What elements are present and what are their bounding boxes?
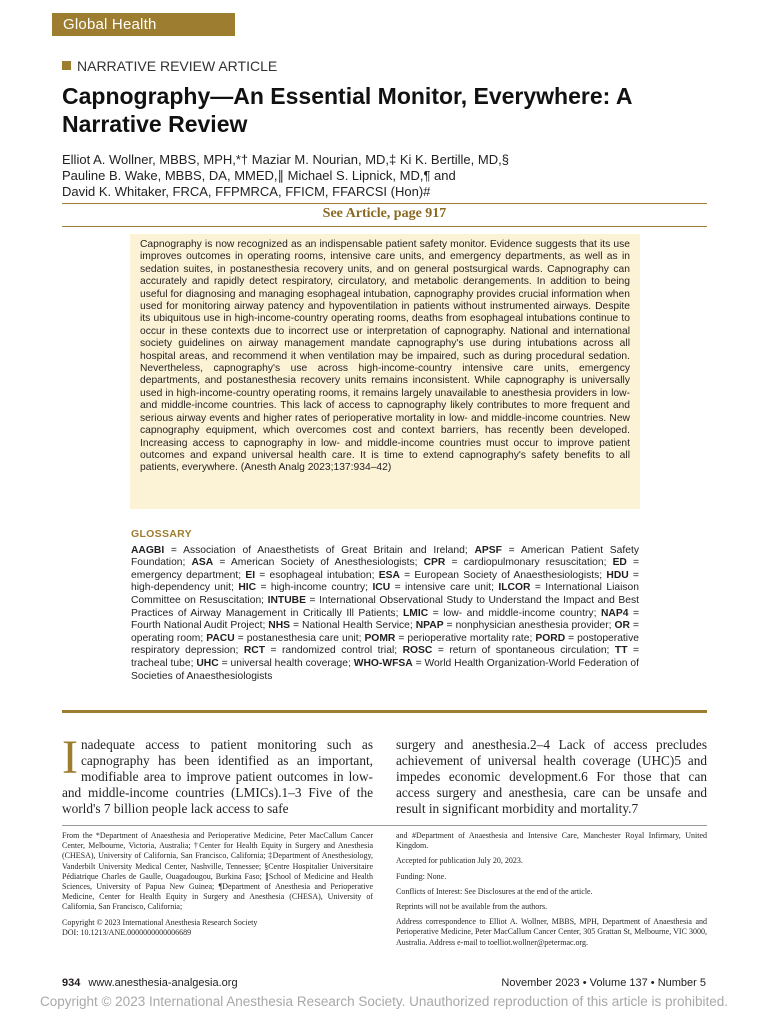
accepted-date: Accepted for publication July 20, 2023. (396, 856, 523, 866)
glossary-entry: ICU = intensive care unit; (372, 582, 494, 594)
issue-info: November 2023 • Volume 137 • Number 5 (501, 977, 706, 989)
glossary-definition: perioperative mortality rate; (407, 632, 533, 644)
glossary-definition: low- and middle-income country; (443, 607, 597, 619)
glossary-definition: nonphysician anesthesia provider; (455, 620, 612, 632)
glossary-abbr: RCT (243, 645, 266, 657)
glossary-abbr: OR (614, 620, 630, 632)
glossary-abbr: ILCOR (498, 582, 531, 594)
footnote-column-left (62, 831, 373, 943)
glossary-abbr: POMR (364, 632, 396, 644)
body-column-left (62, 731, 373, 817)
glossary-entry: WHO-WFSA = World Health Organization-World Federation of Societies of Anaesthesiologists (131, 657, 639, 682)
glossary-definition: postanesthesia care unit; (246, 632, 362, 644)
glossary-definition: esophageal intubation; (269, 569, 375, 581)
glossary-abbr: EI (245, 569, 256, 581)
glossary-abbr: AAGBI (131, 544, 165, 556)
glossary-abbr: INTUBE (267, 594, 306, 606)
glossary-definition: American Society of Anesthesiologists; (230, 557, 418, 569)
glossary-abbr: APSF (474, 544, 502, 556)
glossary-definition: emergency department; (131, 569, 242, 581)
glossary-definition: return of spontaneous circulation; (449, 645, 610, 657)
affiliation-continued: and #Department of Anaesthesia and Intensive Care, Manchester Royal Infirmary, United Kingdom. (396, 831, 707, 851)
glossary-definition: International Liaison Committee on Resuscitation; (131, 582, 639, 606)
glossary-definition: International Observational Study to Understand the Impact and Best Practices of Airway Management in Critically Ill Patients; (131, 594, 639, 619)
glossary-abbr: PACU (206, 632, 235, 644)
glossary-abbr: LMIC (402, 607, 429, 619)
glossary-definition: Fourth National Audit Project; (131, 620, 266, 632)
glossary-definition: intensive care unit; (405, 582, 494, 594)
glossary-entry: CPR = cardiopulmonary resuscitation; (423, 557, 607, 569)
glossary-entry: NAP4 = Fourth National Audit Project; (131, 607, 639, 632)
glossary-entry: AAGBI = Association of Anaesthetists of Great Britain and Ireland; (131, 544, 468, 556)
affiliations: From the *Department of Anaesthesia and Perioperative Medicine, Peter MacCallum Cancer Center, Melbourne, Victoria, Australia; †Center for Health Equity in Surgery and Anesthesia (CHESA), University of California, San Francisco, California; ‡Department of Anesthesiology, Vanderbilt University Medical Center, Nashville, Tennessee; §Centre Hospitalier Universitaire Pédiatrique Charles de Gaulle, Ouagadougou, Burkina Faso; ∥School of Medicine and Health Sciences, University of Papua New Guinea; ¶Department of Anesthesia and Perioperative Medicine, Center for Health Equity in Surgery and Anesthesia (CHESA), University of California, San Francisco, California; (62, 831, 373, 912)
glossary-definition: high-income country; (270, 582, 369, 594)
glossary-definition: randomized control trial; (281, 645, 398, 657)
glossary-entry: PACU = postanesthesia care unit; (206, 632, 362, 644)
glossary-entry: NHS = National Health Service; (268, 620, 413, 632)
glossary-abbr: HIC (238, 582, 257, 594)
glossary-abbr: PORD (535, 632, 566, 644)
copyright-line: Copyright © 2023 International Anesthesia Research Society (62, 917, 258, 927)
glossary-definition: World Health Organization-World Federation of Societies of Anaesthesiologists (131, 657, 639, 682)
glossary-entry: PORD = postoperative respiratory depression; (131, 632, 639, 657)
glossary-entry: APSF = American Patient Safety Foundation; (131, 544, 639, 569)
footnote-rule (62, 825, 707, 826)
glossary-definition: universal health coverage; (230, 657, 351, 669)
doi[interactable]: DOI: 10.1213/ANE.0000000000006689 (62, 927, 192, 937)
glossary-definition: Association of Anaesthetists of Great Britain and Ireland; (183, 544, 468, 556)
glossary-abbr: UHC (196, 657, 219, 669)
author-line: David K. Whitaker, FRCA, FFPMRCA, FFICM, FFARCSI (Hon)# (62, 184, 431, 199)
glossary-definition: operating room; (131, 632, 204, 644)
glossary-entry: OR = operating room; (131, 620, 639, 644)
conflicts: Conflicts of Interest: See Disclosures at the end of the article. (396, 886, 593, 896)
author-list (62, 152, 702, 200)
glossary-abbr: NAP4 (600, 607, 629, 619)
glossary-entry: HIC = high-income country; (238, 582, 369, 594)
funding: Funding: None. (396, 871, 447, 881)
reprints: Reprints will not be available from the authors. (396, 902, 548, 912)
glossary-entry: RCT = randomized control trial; (243, 645, 398, 657)
glossary-entry: ESA = European Society of Anaesthesiologists; (378, 569, 603, 581)
glossary-abbr: ICU (372, 582, 391, 594)
see-article-link[interactable]: See Article, page 917 (322, 206, 447, 221)
page-number: 934 (62, 977, 81, 989)
drop-cap: I (62, 731, 78, 784)
glossary-abbr: NPAP (415, 620, 444, 632)
glossary-abbr: ED (612, 557, 627, 569)
website-link[interactable]: www.anesthesia-analgesia.org (88, 977, 238, 989)
glossary-definition: American Patient Safety Foundation; (131, 544, 639, 569)
article-type-label: NARRATIVE REVIEW ARTICLE (77, 58, 278, 74)
body-text-left: nadequate access to patient monitoring such as capnography has been identified as an important, modifiable area to improve patient outcomes in low- and middle-income countries (LMICs).1–3 Five of the world's 7 billion people lack access to safe (62, 737, 373, 816)
article-type (62, 58, 277, 74)
body-text-right: surgery and anesthesia.2–4 Lack of access precludes achievement of universal health coverage (UHC)5 and impedes economic development.6 For those that can access surgery and anesthesia, care can be unsafe and result in significant morbidity and mortality.7 (396, 737, 707, 816)
glossary-abbr: ROSC (402, 645, 433, 657)
glossary-title: GLOSSARY (131, 528, 192, 540)
glossary-abbr: CPR (423, 557, 446, 569)
glossary-entry: NPAP = nonphysician anesthesia provider; (415, 620, 612, 632)
glossary-entry: EI = esophageal intubation; (245, 569, 375, 581)
glossary-body (131, 545, 639, 684)
body-column-right (396, 737, 707, 817)
author-line: Pauline B. Wake, MBBS, DA, MMED,∥ Michael S. Lipnick, MD,¶ and (62, 168, 456, 183)
glossary-abbr: TT (614, 645, 628, 657)
glossary-definition: high-dependency unit; (131, 582, 234, 594)
glossary-definition: tracheal tube; (131, 657, 194, 669)
glossary-entry: LMIC = low- and middle-income country; (402, 607, 597, 619)
glossary-definition: cardiopulmonary resuscitation; (463, 557, 607, 569)
glossary-abbr: WHO-WFSA (353, 657, 413, 669)
author-line: Elliot A. Wollner, MBBS, MPH,*† Maziar M. Nourian, MD,‡ Ki K. Bertille, MD,§ (62, 152, 509, 167)
footer-left (62, 977, 238, 989)
glossary-rule (62, 710, 707, 713)
glossary-entry: TT = tracheal tube; (131, 645, 639, 669)
glossary-entry: ED = emergency department; (131, 557, 639, 581)
glossary-definition: postoperative respiratory depression; (131, 632, 639, 657)
square-bullet-icon (62, 61, 71, 70)
correspondence-address: Address correspondence to Elliot A. Wollner, MBBS, MPH, Department of Anaesthesia and Perioperative Medicine, Peter MacCallum Cancer Center, 305 Grattan St, Melbourne, VIC 3000, Australia. Address e-mail to toelliot.wollner@petermac.org. (396, 917, 707, 947)
glossary-entry: INTUBE = International Observational Study to Understand the Impact and Best Practices of Airway Management in Critically Ill Patients; (131, 594, 639, 619)
section-label: Global Health (52, 13, 235, 36)
glossary-entry: ILCOR = International Liaison Committee on Resuscitation; (131, 582, 639, 606)
glossary-entry: UHC = universal health coverage; (196, 657, 351, 669)
glossary-entry: ROSC = return of spontaneous circulation; (402, 645, 610, 657)
glossary-abbr: ESA (378, 569, 400, 581)
header-rule (62, 203, 707, 204)
glossary-abbr: NHS (268, 620, 291, 632)
abstract: Capnography is now recognized as an indispensable patient safety monitor. Evidence suggests that its use improves outcomes in operating rooms, intensive care units, and emergency departments, as well as in sedation suites, in postanesthesia recovery units, and on general postsurgical wards. Capnography can accurately and rapidly detect respiratory, circulatory, and metabolic derangements. In addition to being useful for diagnosing and managing esophageal intubation, capnography provides crucial information when used for monitoring airway patency and hypoventilation in patients without instrumented airways. Despite its ubiquitous use in high-income-country operating rooms, deaths from esophageal intubations continue to occur in these contexts due to incorrect use or interpretation of capnography. National and international society guidelines on airway management mandate capnography's use during intubations across all hospital areas, and recommend it when ventilation may be impaired, such as during procedural sedation. Nevertheless, capnography's use across high-income-country intensive care units, emergency departments, and postanesthesia recovery units remains inconsistent. While capnography is universally used in high-income-country operating rooms, it remains largely unavailable to anesthesia providers in low- and middle-income countries. This lack of access to capnography likely contributes to more frequent and serious airway events and higher rates of perioperative mortality in low- and middle-income countries. New capnography equipment, which overcomes cost and context barriers, has recently been developed. Increasing access to capnography in low- and middle-income countries must occur to improve patient outcomes and expand universal health care. It is time to extend capnography's safety benefits to all patients, everywhere. (Anesth Analg 2023;137:934–42) (130, 234, 640, 509)
article-title: Capnography—An Essential Monitor, Everywhere: A Narrative Review (62, 83, 632, 137)
copyright-notice: Copyright © 2023 International Anesthesia Research Society. Unauthorized reproduction of this article is prohibited. (39, 994, 729, 1009)
glossary-entry: POMR = perioperative mortality rate; (364, 632, 533, 644)
header-rule-bottom (62, 226, 707, 227)
glossary-definition: National Health Service; (302, 620, 413, 632)
footnote-column-right (396, 831, 707, 953)
glossary-entry: HDU = high-dependency unit; (131, 569, 639, 594)
glossary-entry: ASA = American Society of Anesthesiologists; (191, 557, 418, 569)
glossary (131, 528, 639, 683)
glossary-abbr: ASA (191, 557, 214, 569)
glossary-abbr: HDU (606, 569, 629, 581)
glossary-definition: European Society of Anaesthesiologists; (414, 569, 603, 581)
